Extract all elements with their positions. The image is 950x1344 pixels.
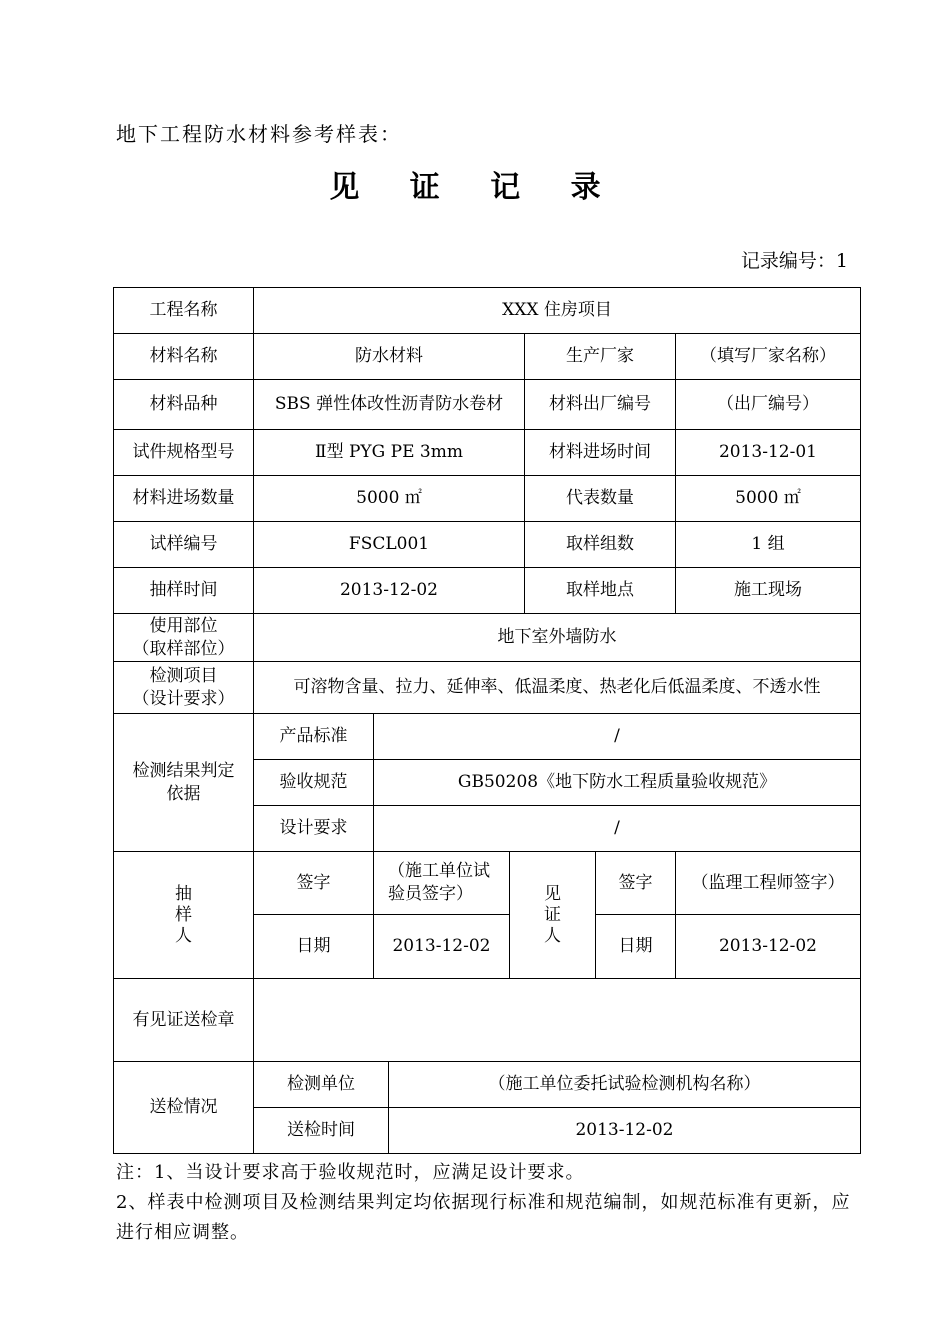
row-project-name [114, 288, 861, 334]
material-variety-label: 材料品种 [114, 380, 254, 430]
sampler-sign-label: 签字 [254, 852, 374, 915]
acceptance-code-value: GB50208《地下防水工程质量验收规范》 [374, 760, 861, 806]
witness-seal-area [254, 979, 861, 1062]
record-number-value: 1 [835, 250, 848, 272]
product-standard-value: / [374, 714, 861, 760]
testing-unit-label: 检测单位 [254, 1062, 389, 1108]
sampler-label [114, 852, 254, 979]
sample-no-value: FSCL001 [254, 522, 525, 568]
test-items-value: 可溶物含量、拉力、延伸率、低温柔度、热老化后低温柔度、不透水性 [254, 662, 861, 714]
notes [116, 1158, 861, 1248]
arrival-qty-value: 5000 ㎡ [254, 476, 525, 522]
row-material-name [114, 334, 861, 380]
witness-label [510, 852, 596, 979]
witness-date-value: 2013-12-02 [676, 915, 861, 979]
sampling-place-value: 施工现场 [676, 568, 861, 614]
record-number [741, 246, 848, 273]
usage-part-value: 地下室外墙防水 [254, 614, 861, 662]
page-title: 见 证 记 录 [329, 170, 621, 205]
witness-date-label: 日期 [596, 915, 676, 979]
product-standard-label: 产品标准 [254, 714, 374, 760]
witness-seal-label: 有见证送检章 [114, 979, 254, 1062]
spec-model-label: 试件规格型号 [114, 430, 254, 476]
sample-groups-value: 1 组 [676, 522, 861, 568]
row-submission-unit [114, 1062, 861, 1108]
submission-time-value: 2013-12-02 [389, 1108, 861, 1154]
sampling-place-label: 取样地点 [525, 568, 676, 614]
row-test-items [114, 662, 861, 714]
row-sign [114, 852, 861, 915]
note-1: 注：1、当设计要求高于验收规范时，应满足设计要求。 [116, 1162, 585, 1183]
sampler-label-text: 抽样人 [175, 883, 192, 946]
judgement-basis-label: 检测结果判定依据 [114, 714, 254, 852]
arrival-qty-label: 材料进场数量 [114, 476, 254, 522]
project-name-label: 工程名称 [114, 288, 254, 334]
usage-part-label-line2: （取样部位） [132, 638, 235, 659]
submission-time-label: 送检时间 [254, 1108, 389, 1154]
acceptance-code-label: 验收规范 [254, 760, 374, 806]
spec-model-value: Ⅱ型 PYG PE 3mm [254, 430, 525, 476]
test-items-label-line2: （设计要求） [132, 688, 235, 709]
test-items-label [114, 662, 254, 714]
project-name-value: XXX 住房项目 [254, 288, 861, 334]
design-requirement-value: / [374, 806, 861, 852]
row-basis-product-standard [114, 714, 861, 760]
row-spec-model [114, 430, 861, 476]
row-sampling-time [114, 568, 861, 614]
row-sample-no [114, 522, 861, 568]
usage-part-label [114, 614, 254, 662]
factory-no-value: （出厂编号） [676, 380, 861, 430]
factory-no-label: 材料出厂编号 [525, 380, 676, 430]
sampler-date-value: 2013-12-02 [374, 915, 510, 979]
material-variety-value: SBS 弹性体改性沥青防水卷材 [254, 380, 525, 430]
manufacturer-label: 生产厂家 [525, 334, 676, 380]
usage-part-label-line1: 使用部位 [149, 615, 218, 636]
sample-no-label: 试样编号 [114, 522, 254, 568]
represent-qty-label: 代表数量 [525, 476, 676, 522]
material-name-value: 防水材料 [254, 334, 525, 380]
note-2: 2、样表中检测项目及检测结果判定均依据现行标准和规范编制，如规范标准有更新，应进行相应调整。 [116, 1192, 851, 1243]
sample-groups-label: 取样组数 [525, 522, 676, 568]
witness-sign-value: （监理工程师签字） [676, 852, 861, 915]
row-arrival-qty [114, 476, 861, 522]
witness-sign-label: 签字 [596, 852, 676, 915]
record-number-label: 记录编号： [740, 250, 836, 272]
sampling-time-label: 抽样时间 [114, 568, 254, 614]
sampling-time-value: 2013-12-02 [254, 568, 525, 614]
testing-unit-value: （施工单位委托试验检测机构名称） [389, 1062, 861, 1108]
test-items-label-line1: 检测项目 [149, 665, 218, 686]
row-witness-seal [114, 979, 861, 1062]
material-name-label: 材料名称 [114, 334, 254, 380]
manufacturer-value: （填写厂家名称） [676, 334, 861, 380]
submission-label: 送检情况 [114, 1062, 254, 1154]
witness-label-text: 见证人 [544, 883, 561, 946]
sampler-date-label: 日期 [254, 915, 374, 979]
arrival-time-value: 2013-12-01 [676, 430, 861, 476]
document-caption: 地下工程防水材料参考样表： [116, 122, 402, 146]
arrival-time-label: 材料进场时间 [525, 430, 676, 476]
represent-qty-value: 5000 ㎡ [676, 476, 861, 522]
sampler-sign-value: （施工单位试验员签字） [374, 852, 510, 915]
row-material-variety [114, 380, 861, 430]
row-usage-part [114, 614, 861, 662]
design-requirement-label: 设计要求 [254, 806, 374, 852]
witness-record-table [113, 287, 861, 1154]
